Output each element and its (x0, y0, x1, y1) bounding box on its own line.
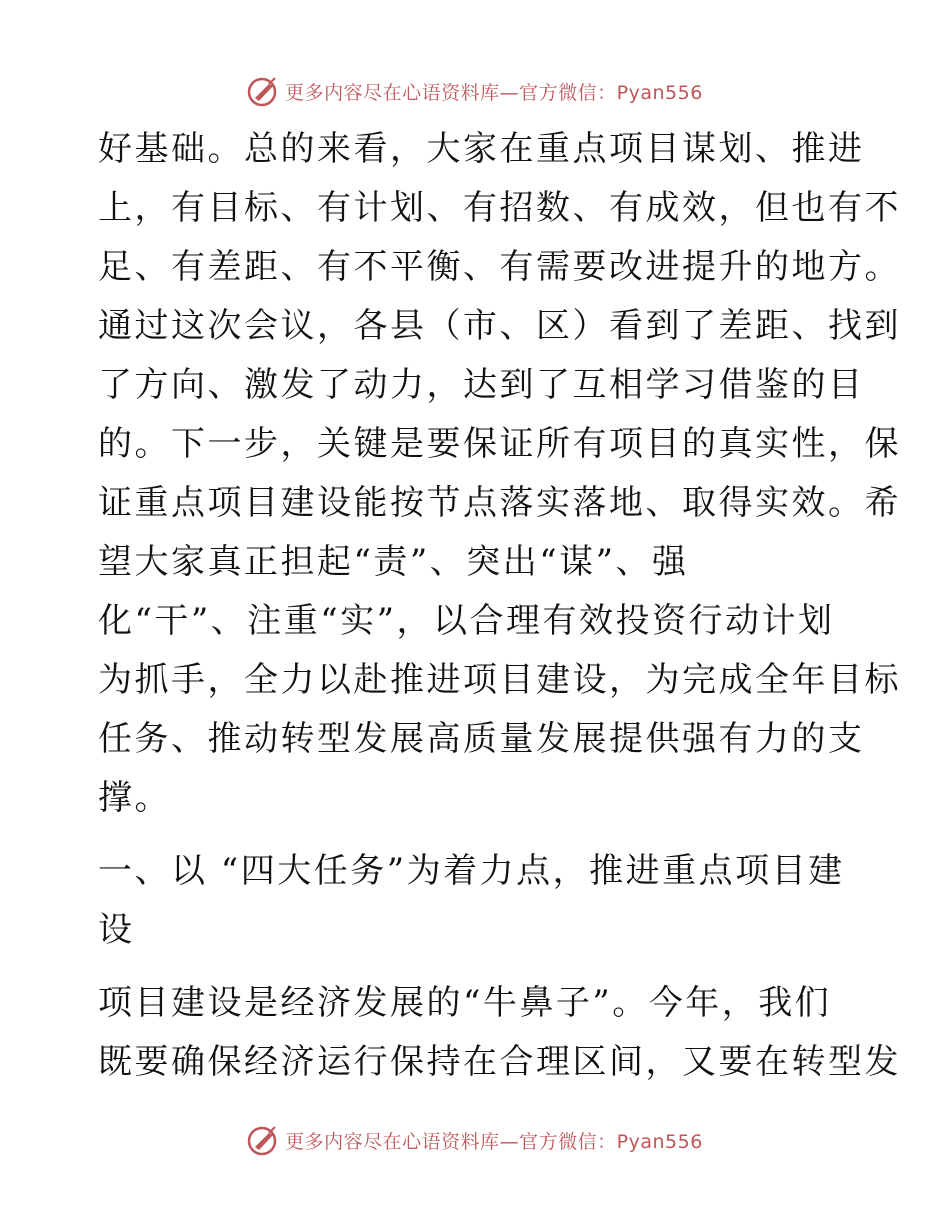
section-heading (98, 842, 853, 960)
paragraph-spacer (98, 960, 853, 974)
paragraph-2 (98, 974, 901, 1092)
text-line: 了方向、激发了动力，达到了互相学习借鉴的目 (98, 365, 865, 405)
footer-watermark-text: 更多内容尽在心语资料库—官方微信：Pyan556 (285, 1130, 703, 1153)
header-watermark-text: 更多内容尽在心语资料库—官方微信：Pyan556 (285, 81, 703, 104)
text-line: 好基础。总的来看，大家在重点项目谋划、推进 (98, 129, 865, 169)
text-line: 既要确保经济运行保持在合理区间，又要在转型发 (98, 1042, 901, 1082)
heading-line: 一、以 “四大任务”为着力点，推进重点项目建 (98, 851, 845, 891)
pen-logo-icon (247, 74, 281, 108)
paragraph-spacer (98, 828, 853, 842)
text-line: 望大家真正担起“责”、突出“谋”、强 (98, 542, 689, 582)
text-line: 足、有差距、有不平衡、有需要改进提升的地方。 (98, 247, 901, 287)
text-line: 撑。 (98, 778, 171, 818)
text-line: 上，有目标、有计划、有招数、有成效，但也有不 (98, 188, 901, 228)
text-line: 为抓手，全力以赴推进项目建设，为完成全年目标 (98, 660, 901, 700)
header-watermark (0, 71, 950, 111)
footer-watermark (0, 1120, 950, 1160)
text-line: 项目建设是经济发展的“牛鼻子”。今年，我们 (98, 983, 832, 1023)
text-line: 的。下一步，关键是要保证所有项目的真实性，保 (98, 424, 901, 464)
text-line: 通过这次会议，各县（市、区）看到了差距、找到 (98, 306, 901, 346)
text-line: 任务、推动转型发展高质量发展提供强有力的支 (98, 719, 865, 759)
text-line: 证重点项目建设能按节点落实落地、取得实效。希 (98, 483, 901, 523)
document-body (98, 120, 901, 1092)
paragraph-1 (98, 120, 901, 828)
text-line: 化“干”、注重“实”，以合理有效投资行动计划 (98, 601, 835, 641)
heading-line: 设 (98, 910, 135, 950)
pen-logo-icon (247, 1123, 281, 1157)
